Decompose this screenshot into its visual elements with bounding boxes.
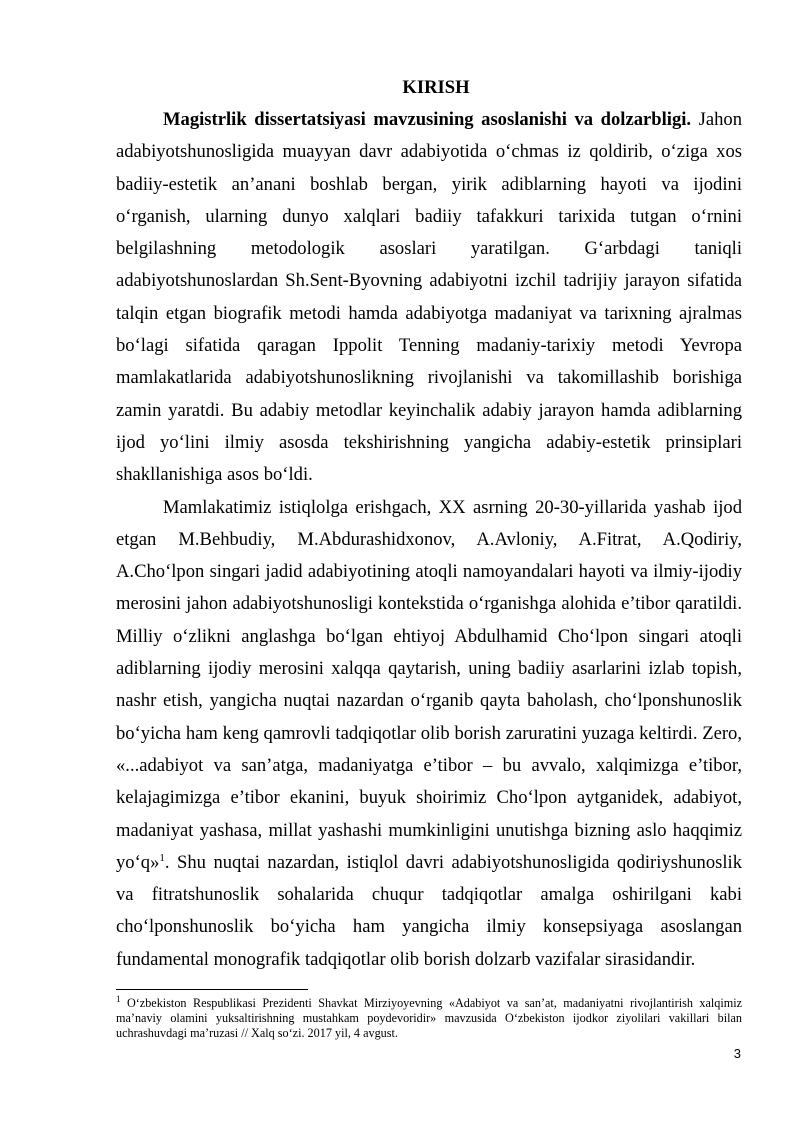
paragraph-1 xyxy=(116,104,742,492)
paragraph-2-text-after: . Shu nuqtai nazardan, istiqlol davri adabiyotshunosligida qodiriyshunoslik va fitratshunoslik sohalarida chuqur tadqiqotlar amalga oshirilgani kabi choʻlponshunoslik boʻyicha ham yangicha ilmiy konsepsiyaga asoslangan fundamental monografik tadqiqotlar olib borish dolzarb vazifalar sirasidandir. xyxy=(116,851,742,970)
footnote-reference[interactable]: 1 xyxy=(159,851,165,864)
footnote xyxy=(116,993,742,1042)
paragraph-2 xyxy=(116,492,742,976)
footnote-separator xyxy=(116,989,308,990)
page-number: 3 xyxy=(733,1046,741,1061)
body-text xyxy=(116,104,742,976)
paragraph-1-text: Jahon adabiyotshunosligida muayyan davr adabiyotida oʻchmas iz qoldirib, oʻziga xos badiiy-estetik an’anani boshlab bergan, yirik adiblarning hayoti va ijodini oʻrganish, ularning dunyo xalqlari badiiy tafakkuri tarixida tutgan oʻrnini belgilashning metodologik asoslari yaratilgan. Gʻarbdagi taniqli adabiyotshunoslardan Sh.Sent-Byovning adabiyotni izchil tadrijiy jarayon sifatida talqin etgan biografik metodi hamda adabiyotga madaniyat va tarixning ajralmas boʻlagi sifatida qaragan Ippolit Tenning madaniy-tarixiy metodi Yevropa mamlakatlarida adabiyotshunoslikning rivojlanishi va takomillashib borishiga zamin yaratdi. Bu adabiy metodlar keyinchalik adabiy jarayon hamda adiblarning ijod yoʻlini ilmiy asosda tekshirishning yangicha adabiy-estetik prinsiplari shakllanishiga asos boʻldi. xyxy=(116,109,743,486)
paragraph-1-lead: Magistrlik dissertatsiyasi mavzusining asoslanishi va dolzarbligi. xyxy=(163,109,692,130)
footnote-text: Oʻzbekiston Respublikasi Prezidenti Shavkat Mirziyoyevning «Adabiyot va san’at, madaniyatni rivojlantirish xalqimiz ma’naviy olamini yuksaltirishning mustahkam poydevoridir» mavzusida Oʻzbekiston ijodkor ziyolilari vakillari bilan uchrashuvdagi ma’ruzasi // Xalq soʻzi. 2017 yil, 4 avgust. xyxy=(116,996,742,1041)
section-heading: KIRISH xyxy=(402,77,470,98)
paragraph-2-text-before: Mamlakatimiz istiqlolga erishgach, XX asrning 20-30-yillarida yashab ijod etgan M.Behbudiy, M.Abdurashidxonov, A.Avloniy, A.Fitrat, A.Qodiriy, A.Choʻlpon singari jadid adabiyotining atoqli namoyandalari hayoti va ilmiy-ijodiy merosini jahon adabiyotshunosligi kontekstida oʻrganishga alohida e’tibor qaratildi. Milliy oʻzlikni anglashga boʻlgan ehtiyoj Abdulhamid Choʻlpon singari atoqli adiblarning ijodiy merosini xalqqa qaytarish, uning badiiy asarlarini izlab topish, nashr etish, yangicha nuqtai nazardan oʻrganib qayta baholash, choʻlponshunoslik boʻyicha ham keng qamrovli tadqiqotlar olib borish zaruratini yuzaga keltirdi. Zero, «...adabiyot va san’atga, madaniyatga e’tibor – bu avvalo, xalqimizga e’tibor, kelajagimizga e’tibor ekanini, buyuk shoirimiz Choʻlpon aytganidek, adabiyot, madaniyat yashasa, millat yashashi mumkinligini unutishga bizning aslo haqqimiz yoʻq» xyxy=(116,496,742,873)
footnote-marker: 1 xyxy=(116,993,121,1004)
